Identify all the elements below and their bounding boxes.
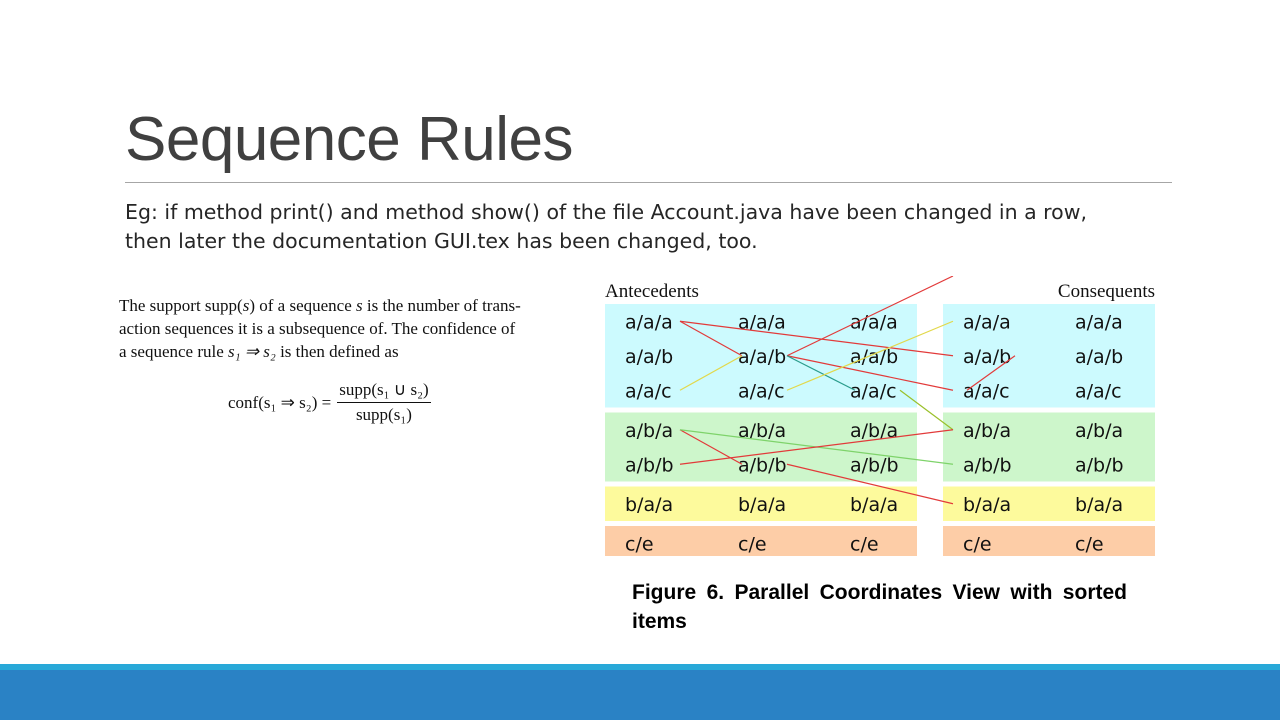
- formula-lhs: conf(s₁ ⇒ s₂) =: [228, 392, 332, 412]
- antecedent-cell-a-a-b: a/a/b: [625, 345, 674, 368]
- formula-numerator: supp(s₁ ∪ s₂): [337, 380, 430, 403]
- antecedent-cell-c-e: c/e: [625, 533, 654, 556]
- consequent-cell-a-b-a: a/b/a: [1075, 419, 1124, 442]
- antecedent-cell-a-a-c: a/a/c: [850, 380, 897, 403]
- antecedent-cell-a-a-a: a/a/a: [738, 311, 786, 334]
- slide-title: Sequence Rules: [125, 105, 573, 174]
- antecedent-cell-b-a-a: b/a/a: [625, 493, 674, 516]
- consequent-cell-a-b-b: a/b/b: [963, 454, 1012, 477]
- antecedent-cell-b-a-a: b/a/a: [850, 493, 899, 516]
- parallel-coordinates-svg: [600, 276, 1160, 556]
- consequent-cell-a-b-a: a/b/a: [963, 419, 1012, 442]
- consequent-cell-a-a-c: a/a/c: [1075, 380, 1122, 403]
- antecedent-cell-a-b-b: a/b/b: [738, 454, 787, 477]
- antecedent-cell-a-a-a: a/a/a: [850, 311, 898, 334]
- antecedent-cell-a-b-a: a/b/a: [850, 419, 899, 442]
- formula-denominator: supp(s₁): [355, 405, 412, 424]
- consequent-cell-a-a-b: a/a/b: [963, 345, 1012, 368]
- definition-line-2: action sequences it is a subsequence of. The confidence of: [119, 319, 516, 338]
- antecedent-cell-a-a-a: a/a/a: [625, 311, 673, 334]
- consequent-cell-a-a-a: a/a/a: [1075, 311, 1123, 334]
- antecedent-cell-a-a-c: a/a/c: [625, 380, 672, 403]
- antecedents-label: Antecedents: [605, 281, 699, 302]
- parallel-coordinates-figure: [600, 276, 1160, 556]
- antecedent-cell-a-b-b: a/b/b: [625, 454, 674, 477]
- consequent-cell-a-a-a: a/a/a: [963, 311, 1011, 334]
- consequent-cell-b-a-a: b/a/a: [1075, 493, 1124, 516]
- definition-line-3: a sequence rule s₁ ⇒ s₂ is then defined as: [119, 342, 399, 361]
- antecedent-cell-a-b-a: a/b/a: [625, 419, 674, 442]
- antecedent-cell-a-b-b: a/b/b: [850, 454, 899, 477]
- antecedent-cell-a-a-b: a/a/b: [850, 345, 899, 368]
- confidence-formula: [228, 380, 431, 425]
- antecedent-cell-c-e: c/e: [850, 533, 879, 556]
- antecedent-cell-a-a-b: a/a/b: [738, 345, 787, 368]
- antecedent-cell-c-e: c/e: [738, 533, 767, 556]
- consequents-label: Consequents: [1057, 281, 1155, 302]
- definition-line-1: The support supp(s) of a sequence s is the number of trans-: [119, 296, 521, 315]
- figure-caption: Figure 6. Parallel Coordinates View with sorted items: [632, 581, 1127, 633]
- example-line-1: Eg: if method print() and method show() of the file Account.java have been changed in a row,: [125, 200, 1087, 224]
- support-definition: [119, 294, 589, 363]
- consequent-cell-c-e: c/e: [963, 533, 992, 556]
- formula-fraction: [337, 380, 430, 425]
- consequent-cell-b-a-a: b/a/a: [963, 493, 1012, 516]
- antecedent-cell-a-b-a: a/b/a: [738, 419, 787, 442]
- antecedent-cell-a-a-c: a/a/c: [738, 380, 785, 403]
- consequent-cell-a-a-c: a/a/c: [963, 380, 1010, 403]
- consequent-cell-a-b-b: a/b/b: [1075, 454, 1124, 477]
- antecedent-cell-b-a-a: b/a/a: [738, 493, 787, 516]
- consequent-cell-a-a-b: a/a/b: [1075, 345, 1124, 368]
- example-text: [125, 198, 1165, 256]
- title-divider: [125, 182, 1172, 183]
- footer-band: [0, 670, 1280, 720]
- example-line-2: then later the documentation GUI.tex has been changed, too.: [125, 229, 758, 253]
- consequent-cell-c-e: c/e: [1075, 533, 1104, 556]
